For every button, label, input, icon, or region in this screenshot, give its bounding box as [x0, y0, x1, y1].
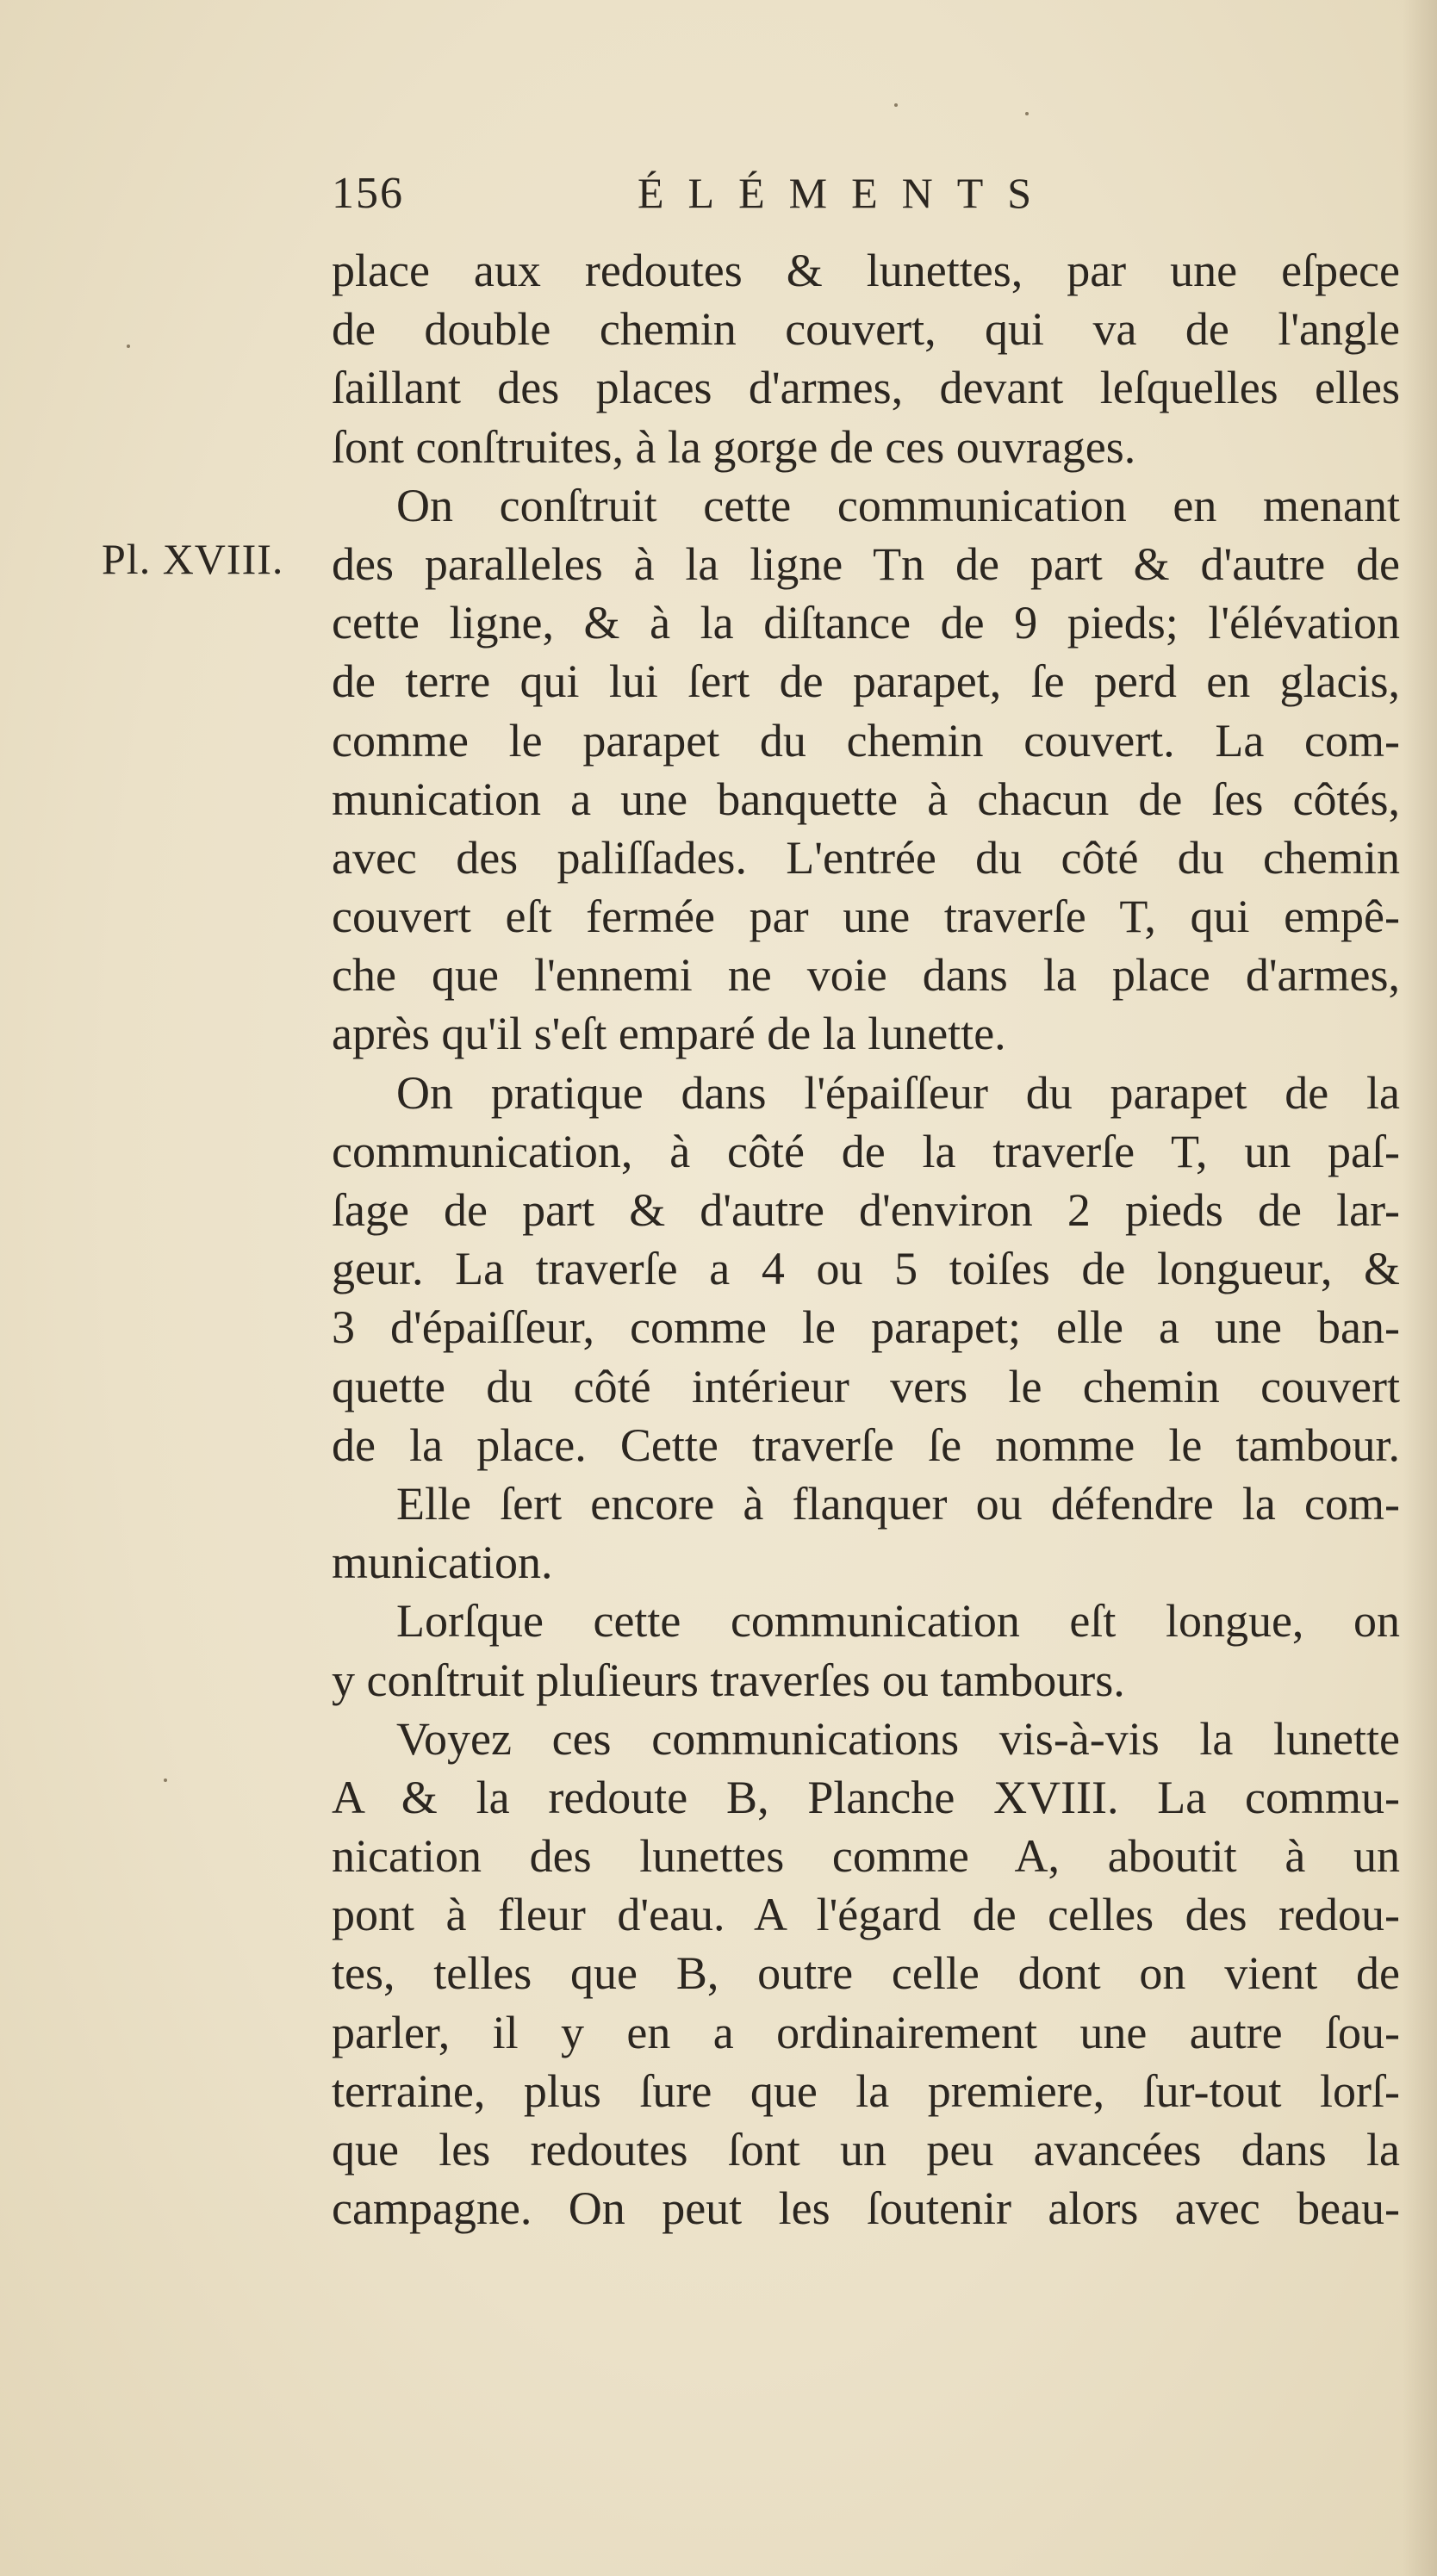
text-line: de terre qui lui ſert de parapet, ſe perd en glacis, — [332, 655, 1400, 708]
text-line: que les redoutes ſont un peu avancées dans la — [332, 2124, 1400, 2176]
text-line: y conſtruit pluſieurs traverſes ou tambours. — [332, 1654, 1125, 1706]
page-edge-shadow — [1403, 0, 1437, 2576]
text-line: che que l'ennemi ne voie dans la place d'armes, — [332, 949, 1400, 1002]
paper-speck — [894, 103, 898, 107]
text-line: tes, telles que B, outre celle dont on vient de — [332, 1947, 1400, 2000]
text-line: place aux redoutes & lunettes, par une eſpece — [332, 245, 1400, 296]
text-line: 3 d'épaiſſeur, comme le parapet; elle a une ban- — [332, 1301, 1400, 1354]
text-line: ſage de part & d'autre d'environ 2 pieds de lar- — [332, 1184, 1400, 1236]
paper-speck — [1025, 112, 1029, 115]
text-line: avec des paliſſades. L'entrée du côté du chemin — [332, 831, 1400, 884]
text-line: après qu'il s'eſt emparé de la lunette. — [332, 1008, 1006, 1060]
text-line: ſont conſtruites, à la gorge de ces ouvrages. — [332, 420, 1136, 473]
text-line: de la place. Cette traverſe ſe nomme le tambour. — [332, 1418, 1400, 1471]
paper-speck — [164, 1778, 167, 1782]
text-line: terraine, plus ſure que la premiere, ſur-tout lorſ- — [332, 2064, 1400, 2117]
text-line: quette du côté intérieur vers le chemin couvert — [332, 1360, 1400, 1412]
text-line: cette ligne, & à la diſtance de 9 pieds; l'élévation — [332, 597, 1400, 649]
page-number: 156 — [332, 169, 404, 218]
text-line: parler, il y en a ordinairement une autre ſou- — [332, 2006, 1400, 2058]
text-line: geur. La traverſe a 4 ou 5 toiſes de longueur, & — [332, 1243, 1400, 1295]
text-line: campagne. On peut les ſoutenir alors avec beau- — [332, 2182, 1400, 2235]
plate-reference-margin-note: Pl. XVIII. — [102, 535, 284, 583]
text-line: des paralleles à la ligne Tn de part & d'autre de — [332, 537, 1400, 590]
text-line: de double chemin couvert, qui va de l'angle — [332, 303, 1400, 356]
running-head — [332, 168, 1090, 220]
text-line: munication a une banquette à chacun de ſes côtés, — [332, 773, 1400, 825]
text-line: On pratique dans l'épaiſſeur du parapet de la — [396, 1066, 1400, 1119]
text-line: On conſtruit cette communication en menant — [396, 479, 1400, 531]
text-line: Lorſque cette communication eſt longue, on — [396, 1595, 1400, 1648]
text-line: couvert eſt fermée par une traverſe T, qui empê- — [332, 891, 1400, 943]
body-text — [332, 241, 1400, 2238]
paper-speck — [127, 345, 130, 348]
text-line: nication des lunettes comme A, aboutit à un — [332, 1830, 1400, 1883]
text-line: Elle ſert encore à flanquer ou défendre la com- — [396, 1477, 1400, 1530]
text-line: pont à fleur d'eau. A l'égard de celles des redou- — [332, 1889, 1400, 1941]
text-line: Voyez ces communications vis-à-vis la lunette — [396, 1712, 1400, 1765]
text-line: ſaillant des places d'armes, devant leſquelles elles — [332, 362, 1400, 414]
text-line: munication. — [332, 1536, 553, 1589]
text-line: communication, à côté de la traverſe T, un paſ- — [332, 1125, 1400, 1177]
text-line: A & la redoute B, Planche XVIII. La commu- — [332, 1771, 1400, 1823]
text-line: comme le parapet du chemin couvert. La com- — [332, 714, 1400, 767]
running-title: ÉLÉMENTS — [638, 169, 1056, 217]
